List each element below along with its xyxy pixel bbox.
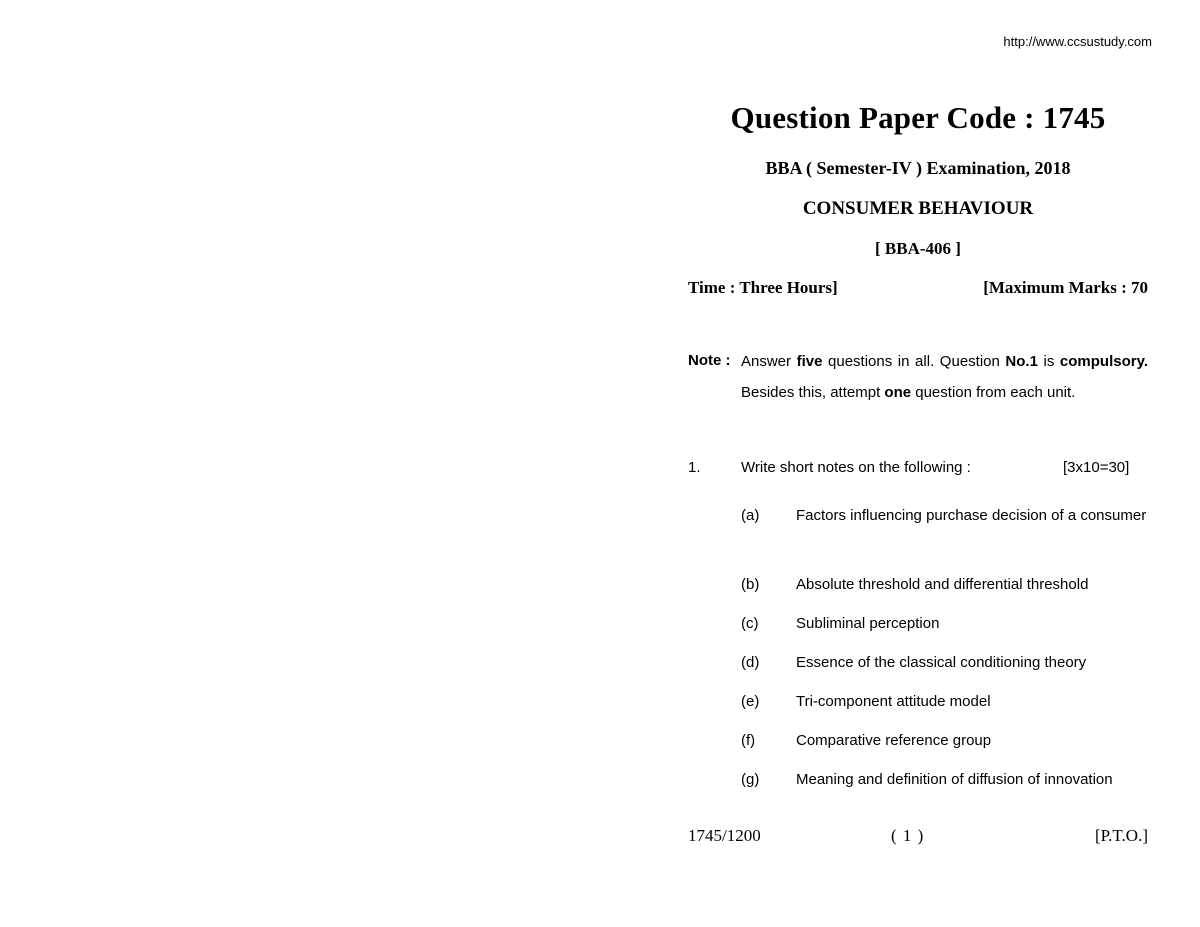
sub-question-text: Comparative reference group	[796, 732, 992, 749]
sub-question-label: (d)	[741, 654, 760, 671]
sub-question-text: Tri-component attitude model	[796, 693, 991, 710]
source-url[interactable]: http://www.ccsustudy.com	[1003, 34, 1152, 49]
note-part: Besides this, attempt	[741, 384, 885, 401]
sub-question-label: (b)	[741, 576, 760, 593]
note-part: question from each unit.	[911, 384, 1076, 401]
please-turn-over: [P.T.O.]	[1094, 826, 1148, 845]
exam-time: Time : Three Hours]	[688, 278, 838, 297]
paper-serial: 1745/1200	[688, 826, 761, 845]
note-part: questions in all. Question	[822, 353, 1006, 370]
note-emphasis: one	[884, 384, 912, 401]
exam-name: BBA ( Semester-IV ) Examination, 2018	[765, 158, 1071, 178]
sub-question-text: Factors influencing purchase decision of a consumer	[796, 507, 1147, 524]
note-part: Answer	[741, 353, 797, 370]
note-label: Note :	[688, 352, 731, 369]
note-emphasis: five	[796, 353, 823, 370]
subject-name: CONSUMER BEHAVIOUR	[802, 198, 1034, 219]
note-emphasis: compulsory.	[1059, 353, 1148, 370]
sub-question-label: (f)	[741, 732, 756, 749]
note-emphasis: No.1	[1005, 353, 1038, 370]
sub-question-label: (a)	[741, 507, 760, 524]
paper-code-title: Question Paper Code : 1745	[730, 100, 1106, 135]
page-number: ( 1 )	[891, 826, 925, 845]
sub-question-label: (e)	[741, 693, 760, 710]
question-number: 1.	[688, 459, 701, 476]
sub-question-text: Absolute threshold and differential threshold	[796, 576, 1089, 593]
question-marks: [3x10=30]	[1063, 459, 1130, 476]
sub-question-label: (g)	[741, 771, 760, 788]
maximum-marks: [Maximum Marks : 70	[983, 278, 1148, 297]
note-text	[741, 346, 1148, 408]
sub-question-text: Subliminal perception	[796, 615, 940, 632]
note-part: is	[1037, 353, 1060, 370]
sub-question-label: (c)	[741, 615, 759, 632]
question-text: Write short notes on the following :	[741, 459, 971, 476]
sub-question-text: Essence of the classical conditioning theory	[796, 654, 1087, 671]
sub-question-text: Meaning and definition of diffusion of innovation	[796, 771, 1113, 788]
course-code: [ BBA-406 ]	[875, 239, 961, 258]
